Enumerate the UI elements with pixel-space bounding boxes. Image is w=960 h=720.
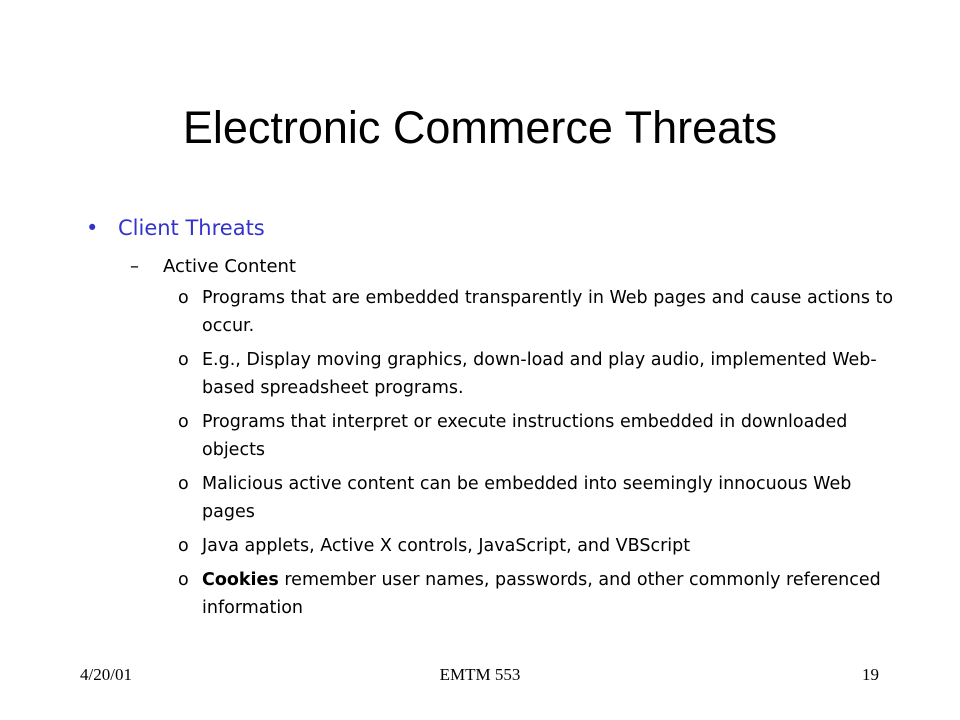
slide-title: Electronic Commerce Threats (182, 102, 778, 153)
footer-course: EMTM 553 (439, 665, 521, 684)
bullet-dot-icon: • (86, 216, 99, 240)
dash-icon: – (130, 256, 139, 277)
bullet-label: Client Threats (118, 216, 265, 240)
o-bullet-icon: o (178, 570, 189, 590)
detail-list (178, 284, 898, 628)
list-item-text: Malicious active content can be embedded into seemingly innocuous Web pages (202, 474, 852, 522)
list-item (178, 284, 898, 340)
o-bullet-icon: o (178, 350, 189, 370)
list-item-text: remember user names, passwords, and other commonly referenced information (202, 570, 881, 618)
list-item-text: Java applets, Active X controls, JavaScript, and VBScript (202, 536, 691, 556)
list-item-text: Programs that are embedded transparently in Web pages and cause actions to occur. (202, 288, 894, 336)
list-item (178, 566, 898, 622)
cookies-term: Cookies (202, 570, 279, 590)
list-item-text: E.g., Display moving graphics, down-load and play audio, implemented Web-based spreadsheet programs. (202, 350, 877, 398)
list-item-text: Programs that interpret or execute instructions embedded in downloaded objects (202, 412, 848, 460)
list-item (178, 470, 898, 526)
o-bullet-icon: o (178, 536, 189, 556)
bullet-client-threats (86, 212, 265, 244)
list-item (178, 408, 898, 464)
o-bullet-icon: o (178, 288, 189, 308)
footer-page-number: 19 (862, 665, 879, 684)
o-bullet-icon: o (178, 474, 189, 494)
subbullet-label: Active Content (163, 256, 296, 277)
list-item (178, 346, 898, 402)
o-bullet-icon: o (178, 412, 189, 432)
subbullet-active-content (130, 253, 296, 281)
footer-date: 4/20/01 (80, 665, 132, 684)
list-item (178, 532, 898, 560)
